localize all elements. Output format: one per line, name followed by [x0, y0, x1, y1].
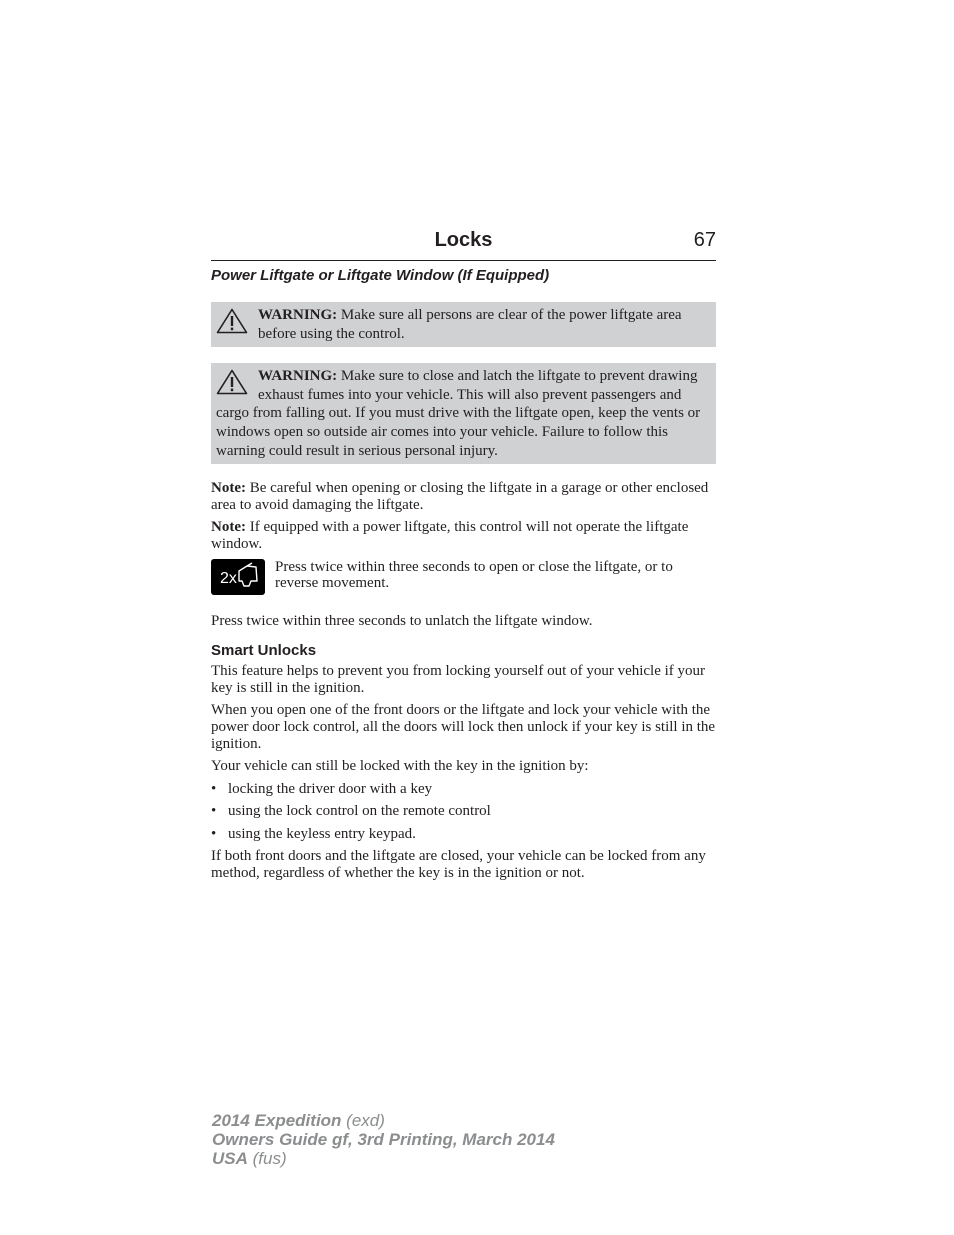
list-item: [211, 803, 716, 820]
footer-region: USA: [212, 1149, 248, 1168]
list-item-text: locking the driver door with a key: [228, 780, 433, 797]
lock-methods-list: [211, 781, 716, 843]
page-header: [211, 228, 716, 261]
warning-text: Make sure all persons are clear of the power liftgate area before using the control.: [258, 307, 682, 342]
footer-line-region: [212, 1149, 555, 1168]
liftgate-button-instruction: [211, 559, 716, 595]
page-number: 67: [693, 229, 716, 251]
section-heading: Power Liftgate or Liftgate Window (If Equipped): [211, 267, 550, 284]
note-paragraph: [211, 480, 716, 513]
smart-unlocks-paragraph: Your vehicle can still be locked with the key in the ignition by:: [211, 758, 589, 775]
warning-triangle-icon: [216, 308, 248, 334]
smart-unlocks-heading: Smart Unlocks: [211, 642, 317, 660]
note-label: Note:: [211, 480, 246, 497]
note-label: Note:: [211, 519, 246, 536]
warning-box: [211, 302, 716, 347]
note-text: Be careful when opening or closing the liftgate in a garage or other enclosed area to avoid damaging the liftgate.: [211, 480, 709, 513]
note-text: If equipped with a power liftgate, this control will not operate the liftgate window.: [211, 519, 689, 552]
footer-printing: Owners Guide gf, 3rd Printing, March 2014: [212, 1130, 555, 1149]
smart-unlocks-paragraph: When you open one of the front doors or the liftgate and lock your vehicle with the power door lock control, all the doors will lock then unlock if your key is still in the ignition.: [211, 702, 716, 752]
footer-model-code: (exd): [341, 1111, 385, 1130]
page-footer: [212, 1111, 555, 1168]
window-unlatch-text: Press twice within three seconds to unlatch the liftgate window.: [211, 612, 593, 629]
warning-triangle-icon: [216, 369, 248, 395]
list-item-text: using the keyless entry keypad.: [228, 825, 416, 842]
list-item: [211, 826, 716, 843]
smart-unlocks-paragraph: This feature helps to prevent you from locking yourself out of your vehicle if your key is still in the ignition.: [211, 663, 706, 696]
liftgate-2x-icon: [211, 559, 265, 595]
footer-region-code: (fus): [247, 1149, 287, 1168]
footer-line-model: [212, 1111, 555, 1130]
smart-unlocks-closing: If both front doors and the liftgate are closed, your vehicle can be locked from any method, regardless of whether the key is in the ignition or not.: [211, 848, 706, 882]
bullet-icon: •: [211, 803, 217, 820]
list-item-text: using the lock control on the remote control: [228, 803, 491, 820]
warning-label: WARNING:: [258, 368, 338, 385]
bullet-icon: •: [211, 825, 217, 842]
liftgate-icon-label: 2x: [220, 569, 237, 587]
liftgate-button-text: Press twice within three seconds to open or close the liftgate, or to reverse movement.: [275, 558, 673, 592]
footer-model: 2014 Expedition: [212, 1111, 342, 1130]
warning-text: Make sure to close and latch the liftgate to prevent drawing exhaust fumes into your vehicle. This will also prevent passengers and cargo from falling out. If you must drive with the liftgate open, keep the vents or windows open so outside air comes into your vehicle. Failure to follow this warning could result in serious personal injury.: [216, 368, 701, 459]
warning-label: WARNING:: [258, 307, 338, 323]
note-paragraph: [211, 519, 716, 552]
chapter-title: Locks: [434, 229, 493, 251]
page-content: [211, 266, 716, 888]
bullet-icon: •: [211, 780, 217, 797]
list-item: [211, 781, 716, 798]
warning-box: [211, 363, 716, 464]
